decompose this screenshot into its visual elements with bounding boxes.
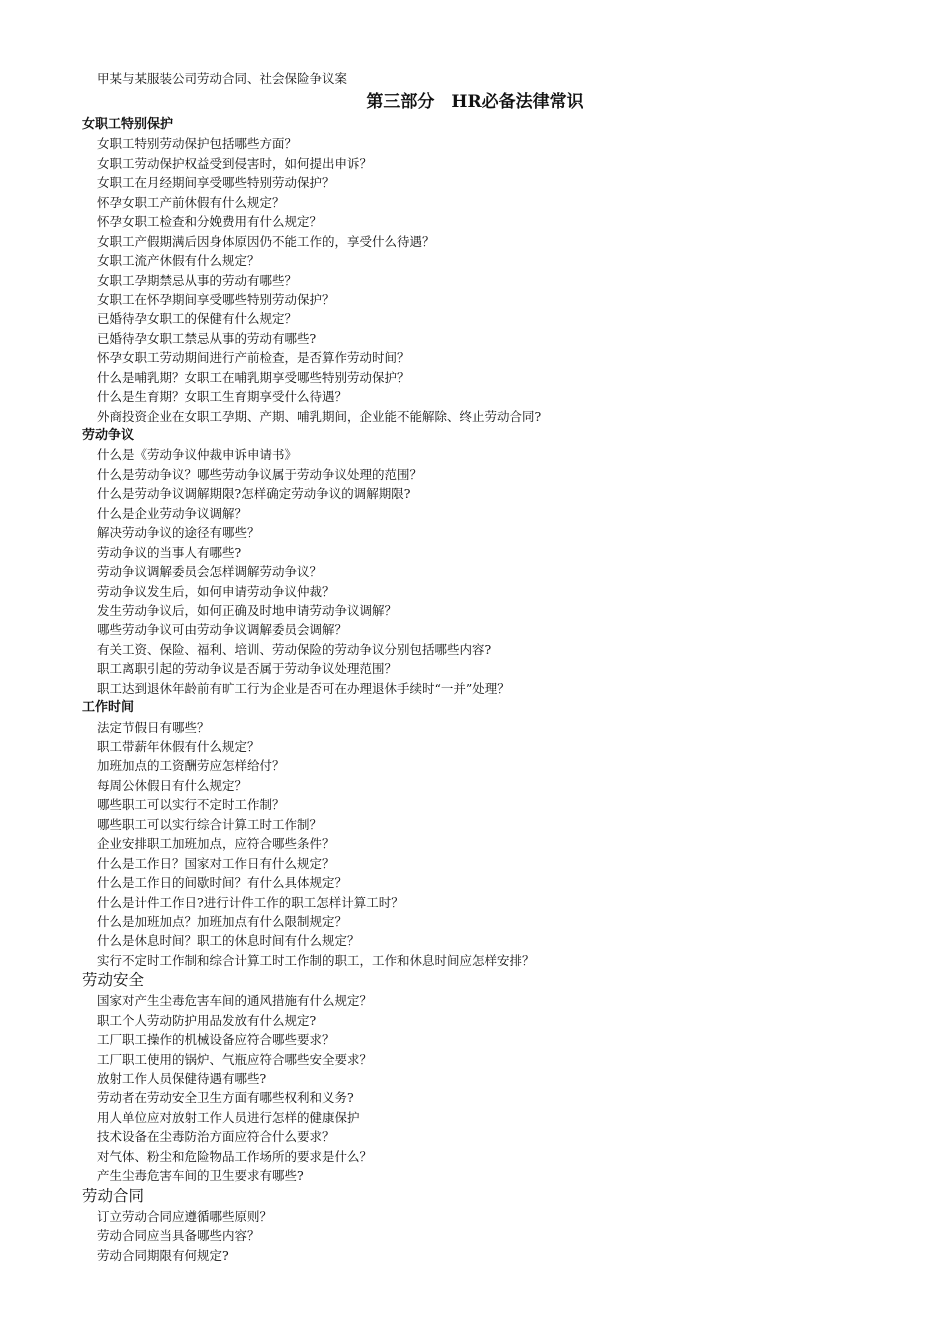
question-item: 什么是计件工作日?进行计件工作的职工怎样计算工时？: [97, 894, 404, 910]
section-heading: 劳动争议: [82, 428, 135, 443]
section-heading: 劳动合同: [82, 1186, 145, 1205]
question-item: 已婚待孕女职工禁忌从事的劳动有哪些?: [97, 330, 317, 346]
case-title-line: 甲某与某服装公司劳动合同、社会保险争议案: [97, 71, 348, 86]
question-item: 职工个人劳动防护用品发放有什么规定?: [97, 1012, 317, 1028]
question-item: 怀孕女职工劳动期间进行产前检查，是否算作劳动时间？: [97, 350, 410, 366]
question-item: 女职工孕期禁忌从事的劳动有哪些？: [97, 272, 298, 288]
question-item: 哪些职工可以实行不定时工作制？: [97, 797, 285, 813]
question-item: 对气体、粉尘和危险物品工作场所的要求是什么？: [97, 1148, 373, 1164]
question-item: 有关工资、保险、福利、培训、劳动保险的劳动争议分别包括哪些内容?: [97, 641, 492, 657]
question-item: 放射工作人员保健待遇有哪些?: [97, 1071, 267, 1086]
question-item: 工厂职工操作的机械设备应符合哪些要求？: [97, 1032, 335, 1048]
question-item: 什么是休息时间？职工的休息时间有什么规定？: [97, 933, 360, 949]
question-item: 女职工产假期满后因身体原因仍不能工作的，享受什么待遇？: [97, 233, 435, 249]
section-heading: 劳动安全: [82, 971, 145, 990]
question-item: 女职工在怀孕期间享受哪些特别劳动保护？: [97, 291, 335, 307]
question-item: 什么是生育期？女职工生育期享受什么待遇？: [97, 389, 348, 405]
question-item: 什么是《劳动争议仲裁申诉申请书》: [97, 447, 298, 463]
question-item: 什么是工作日的间歇时间？有什么具体规定？: [97, 875, 348, 891]
question-item: 哪些职工可以实行综合计算工时工作制？: [97, 816, 323, 832]
question-item: 哪些劳动争议可由劳动争议调解委员会调解？: [97, 622, 348, 638]
question-item: 女职工特别劳动保护包括哪些方面？: [97, 136, 298, 152]
question-item: 工厂职工使用的锅炉、气瓶应符合哪些安全要求？: [97, 1051, 373, 1067]
question-item: 职工达到退休年龄前有旷工行为企业是否可在办理退休手续时“一并”处理？: [97, 680, 510, 696]
question-item: 劳动者在劳动安全卫生方面有哪些权利和义务?: [97, 1090, 354, 1106]
question-item: 已婚待孕女职工的保健有什么规定？: [97, 311, 298, 327]
question-item: 劳动合同应当具备哪些内容？: [97, 1228, 260, 1244]
question-item: 国家对产生尘毒危害车间的通风措施有什么规定？: [97, 993, 373, 1009]
question-item: 职工带薪年休假有什么规定？: [97, 739, 260, 754]
question-item: 实行不定时工作制和综合计算工时工作制的职工，工作和休息时间应怎样安排？: [97, 952, 535, 968]
question-item: 什么是劳动争议？哪些劳动争议属于劳动争议处理的范围？: [97, 466, 423, 482]
question-item: 劳动合同期限有何规定?: [97, 1247, 229, 1263]
question-item: 外商投资企业在女职工孕期、产期、哺乳期间，企业能不能解除、终止劳动合同?: [97, 408, 542, 424]
question-item: 什么是加班加点？加班加点有什么限制规定？: [97, 913, 348, 929]
question-item: 加班加点的工资酬劳应怎样给付？: [97, 758, 285, 774]
question-item: 女职工在月经期间享受哪些特别劳动保护？: [97, 175, 335, 191]
question-item: 劳动争议调解委员会怎样调解劳动争议？: [97, 564, 323, 580]
question-item: 发生劳动争议后，如何正确及时地申请劳动争议调解？: [97, 602, 398, 618]
question-item: 怀孕女职工产前休假有什么规定？: [97, 194, 285, 210]
question-item: 什么是企业劳动争议调解？: [97, 505, 248, 521]
question-item: 企业安排职工加班加点，应符合哪些条件？: [97, 836, 335, 852]
question-item: 什么是劳动争议调解期限?怎样确定劳动争议的调解期限?: [97, 486, 411, 502]
question-item: 法定节假日有哪些？: [97, 719, 210, 735]
question-item: 劳动争议发生后，如何申请劳动争议仲裁？: [97, 583, 335, 599]
question-item: 女职工劳动保护权益受到侵害时，如何提出申诉？: [97, 155, 373, 171]
section-list: [82, 115, 942, 1265]
question-item: 女职工流产休假有什么规定？: [97, 253, 260, 269]
question-item: 什么是工作日？国家对工作日有什么规定？: [97, 855, 335, 871]
section-heading: 工作时间: [82, 700, 135, 716]
part-title: 第三部分 HR必备法律常识: [366, 92, 584, 112]
question-item: 什么是哺乳期？女职工在哺乳期享受哪些特别劳动保护？: [97, 369, 410, 385]
question-item: 订立劳动合同应遵循哪些原则？: [97, 1208, 273, 1224]
question-item: 用人单位应对放射工作人员进行怎样的健康保护: [97, 1109, 360, 1125]
question-item: 解决劳动争议的途径有哪些？: [97, 525, 260, 541]
question-item: 每周公休假日有什么规定？: [97, 777, 248, 793]
section-heading: 女职工特别保护: [82, 117, 174, 132]
question-item: 产生尘毒危害车间的卫生要求有哪些?: [97, 1168, 304, 1184]
question-item: 怀孕女职工检查和分娩费用有什么规定？: [97, 214, 323, 230]
question-item: 职工离职引起的劳动争议是否属于劳动争议处理范围？: [97, 661, 398, 677]
question-item: 劳动争议的当事人有哪些?: [97, 544, 242, 560]
question-item: 技术设备在尘毒防治方面应符合什么要求？: [97, 1129, 335, 1145]
